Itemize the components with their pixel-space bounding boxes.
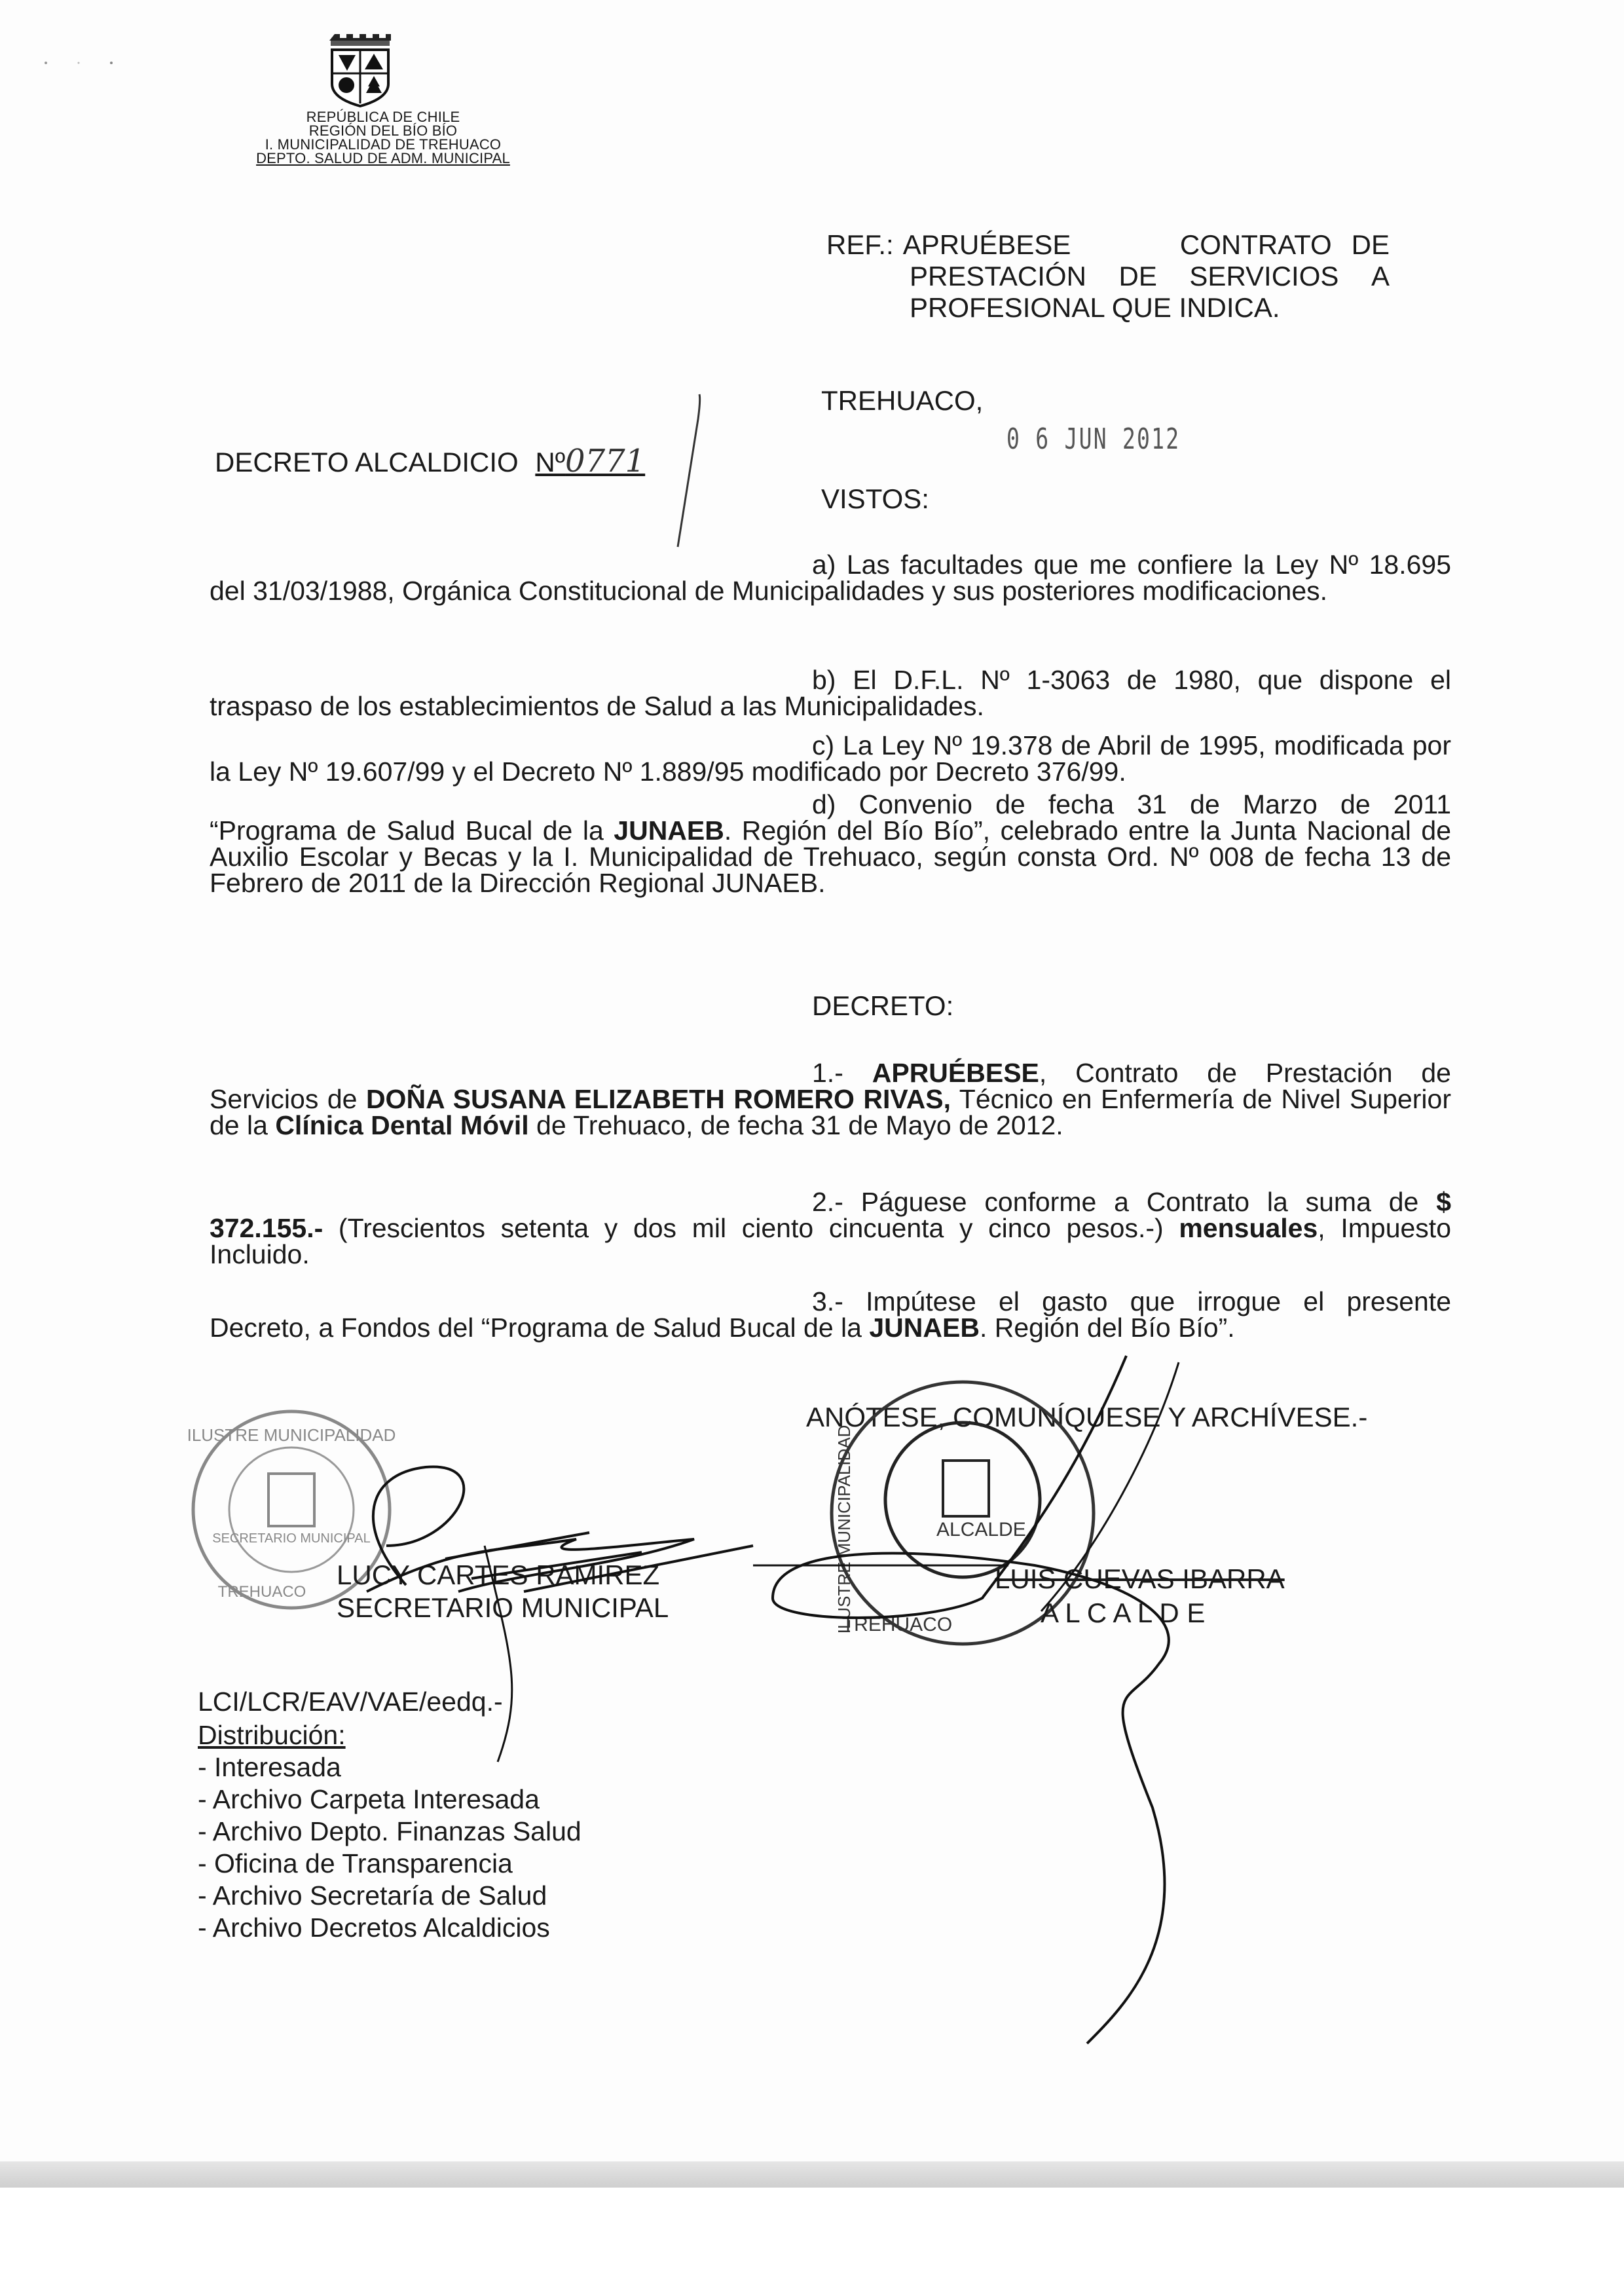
text: , Contrato de Prestación de Servicios de <box>210 1058 1451 1114</box>
initials: LCI/LCR/EAV/VAE/eedq.- <box>198 1687 503 1717</box>
ref-word: APRUÉBESE <box>902 229 1071 260</box>
decreto-heading: DECRETO: <box>812 990 954 1021</box>
letterhead-line: DEPTO. SALUD DE ADM. MUNICIPAL <box>256 150 510 166</box>
distribution-heading: Distribución: <box>198 1720 346 1750</box>
vistos-heading: VISTOS: <box>821 483 929 514</box>
distribution-item: - Oficina de Transparencia <box>198 1848 513 1878</box>
text: 1.- <box>812 1058 872 1088</box>
stamp-text: ALCALDE <box>936 1519 1026 1540</box>
text-bold: mensuales <box>1179 1213 1318 1243</box>
text: . Región del Bío Bío”, celebrado entre la Junta Nacional de Auxilio Escolar y Becas y la I. Municipalidad de Trehuaco, según consta Ord. Nº 008 de fecha 13 de Febrero de 2011 de la Dirección Regional JUNAEB. <box>210 815 1451 898</box>
letterhead-line: REPÚBLICA DE CHILE <box>306 109 460 125</box>
place: TREHUACO, <box>821 385 984 416</box>
vistos-item-d <box>210 791 1451 896</box>
stamp-text: ILUSTRE MUNICIPALIDAD <box>187 1425 396 1445</box>
amount: $ 372.155.- <box>210 1187 1451 1243</box>
text: , Impuesto Incluido. <box>210 1213 1451 1269</box>
handwritten-slash-mark <box>661 393 701 550</box>
text: (Trescientos setenta y dos mil ciento cincuenta y cinco pesos.-) <box>323 1213 1179 1243</box>
decreto-item-1 <box>210 1060 1451 1138</box>
text: 2.- Páguese conforme a Contrato la suma de <box>812 1187 1437 1217</box>
text: . Región del Bío Bío”. <box>979 1313 1235 1343</box>
scan-edge-band <box>0 2161 1624 2188</box>
ref-word: DE <box>1118 261 1157 291</box>
scan-specks <box>39 59 118 72</box>
text: 3.- Impútese el gasto que irrogue el presente Decreto, a Fondos del “Programa de Salud Bucal de la <box>210 1286 1451 1343</box>
municipal-coat-of-arms-logo <box>324 26 396 108</box>
ref-word: DE <box>1351 229 1390 260</box>
ref-label: REF.: <box>826 229 894 260</box>
distribution-item: - Interesada <box>198 1752 341 1782</box>
decree-title <box>215 443 653 479</box>
ref-word: PRESTACIÓN <box>910 261 1086 291</box>
distribution-list <box>198 1719 581 1944</box>
ref-word: SERVICIOS <box>1189 261 1339 291</box>
decree-number-prefix: Nº <box>535 447 566 477</box>
text-bold: Clínica Dental Móvil <box>275 1110 529 1140</box>
stamp-text: TREHUACO <box>841 1614 953 1635</box>
letterhead-line: I. MUNICIPALIDAD DE TREHUACO <box>265 136 502 153</box>
letterhead-line: REGIÓN DEL BÍO BÍO <box>308 122 458 139</box>
ref-line: PROFESIONAL QUE INDICA. <box>910 292 1280 323</box>
distribution-item: - Archivo Secretaría de Salud <box>198 1880 547 1911</box>
text: Técnico en Enfermería de Nivel Superior de la <box>210 1084 1451 1140</box>
decree-number <box>535 443 653 479</box>
mayor-title: A L C A L D E <box>1041 1597 1206 1628</box>
ref-word: CONTRATO <box>1179 229 1332 260</box>
text: d) Convenio de fecha 31 de Marzo de 2011 “Programa de Salud Bucal de la <box>210 789 1451 846</box>
closing-formula: ANÓTESE, COMUNÍQUESE Y ARCHÍVESE.- <box>806 1402 1368 1432</box>
vistos-item-a: a) Las facultades que me confiere la Ley Nº 18.695 del 31/03/1988, Orgánica Constitucional de Municipalidades y sus posteriores modificaciones. <box>210 550 1451 606</box>
distribution-item: - Archivo Depto. Finanzas Salud <box>198 1816 581 1846</box>
mayor-handwritten-signature <box>733 1349 1257 2057</box>
decreto-item-3 <box>210 1288 1451 1341</box>
ref-word: A <box>1371 261 1390 291</box>
vistos-item-c: c) La Ley Nº 19.378 de Abril de 1995, modificada por la Ley Nº 19.607/99 y el Decreto Nº 1.889/95 modificado por Decreto 376/99. <box>210 730 1451 787</box>
text-bold: JUNAEB <box>869 1313 980 1343</box>
text: de Trehuaco, de fecha 31 de Mayo de 2012. <box>528 1110 1063 1140</box>
date-stamp: 0 6 JUN 2012 <box>1006 422 1181 456</box>
stamp-text: TREHUACO <box>217 1583 306 1601</box>
secretary-name: LUCY CARTES RAMIREZ <box>337 1559 660 1590</box>
text-bold: JUNAEB <box>614 815 724 846</box>
distribution-item: - Archivo Decretos Alcaldicios <box>198 1912 550 1943</box>
secretary-title: SECRETARIO MUNICIPAL <box>337 1592 669 1623</box>
reference-block <box>826 229 1390 324</box>
text-bold: APRUÉBESE <box>872 1058 1039 1088</box>
stamp-text: SECRETARIO MUNICIPAL <box>212 1531 371 1546</box>
letterhead <box>252 110 514 165</box>
person-name: DOÑA SUSANA ELIZABETH ROMERO RIVAS, <box>365 1084 951 1114</box>
stamp-text: ILUSTRE MUNICIPALIDAD <box>834 1425 854 1634</box>
decree-number-handwritten: 0771 <box>565 443 646 479</box>
scan-margin <box>0 2188 1624 2295</box>
vistos-item-b: b) El D.F.L. Nº 1-3063 de 1980, que dispone el traspaso de los establecimientos de Salud a las Municipalidades. <box>210 665 1451 721</box>
decreto-item-2 <box>210 1189 1451 1267</box>
mayor-name: LUIS CUEVAS IBARRA <box>995 1563 1285 1594</box>
distribution-item: - Archivo Carpeta Interesada <box>198 1784 540 1814</box>
decree-label: DECRETO ALCALDICIO <box>215 447 519 477</box>
